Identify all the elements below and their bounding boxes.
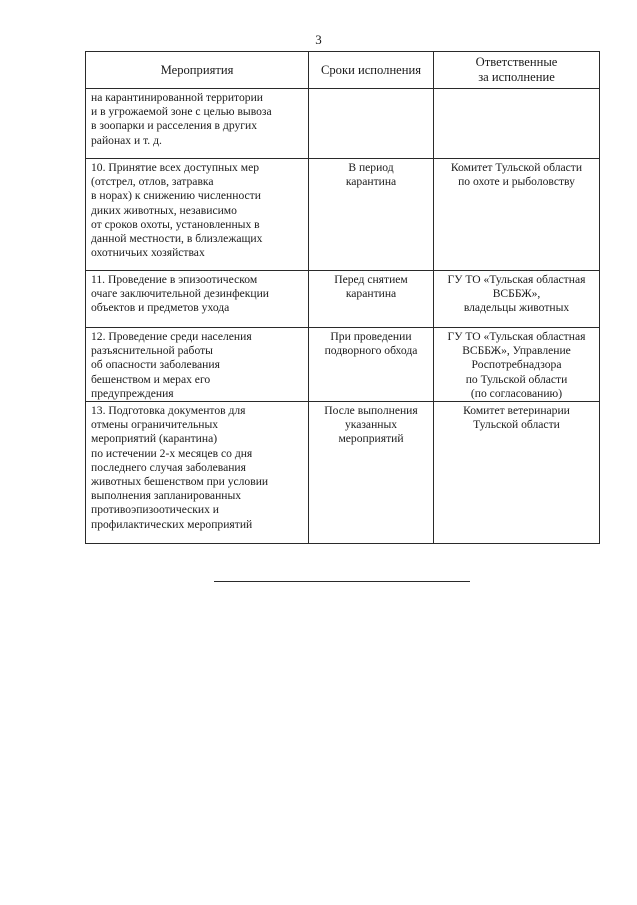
measure-cell-line: профилактических мероприятий [91,517,253,531]
deadline-cell-line: В период [348,161,394,174]
measure-cell-line: охотничьих хозяйствах [91,246,205,260]
measure-cell-line: животных бешенством при условии [91,475,269,489]
responsible-cell [434,159,600,271]
measure-cell-line: (отстрел, отлов, затравка [91,175,214,189]
deadline-cell [309,402,434,544]
measure-cell-line: противоэпизоотических и [91,503,220,517]
deadline-cell [309,271,434,328]
deadline-cell-line: При проведении [330,330,412,343]
deadline-cell-line: После выполнения [324,404,418,418]
table-row [86,89,600,159]
deadline-cell [309,89,434,159]
deadline-cell-line: подворного обхода [324,344,418,358]
measure-cell [86,89,309,159]
measure-cell-line: выполнения запланированных [91,489,242,503]
responsible-cell-line: Комитет Тульской области [450,161,583,174]
header-responsible-line: Ответственные [475,55,558,69]
responsible-cell-line: Роспотребнадзора [471,358,562,372]
measure-cell-line: бешенством и мерах его [91,372,211,386]
measure-cell-line: в норах) к снижению численности [91,189,261,203]
measure-cell-line: очаге заключительной дезинфекции [91,287,269,301]
responsible-cell-line: ГУ ТО «Тульская областная [447,273,586,286]
measure-cell-line: диких животных, независимо [91,203,237,217]
deadline-cell [309,328,434,402]
deadline-cell-line: карантина [345,287,397,301]
responsible-cell [434,89,600,159]
measure-cell [86,402,309,544]
table-header-row [86,52,600,89]
table-row [86,271,600,328]
table-row [86,402,600,544]
deadline-cell [309,159,434,271]
header-deadline: Сроки исполнения [309,52,434,89]
measure-cell-line: в зоопарки и расселения в других [91,119,258,133]
header-responsible [434,52,600,89]
measure-cell-line: 12. Проведение среди населения [91,330,252,343]
responsible-cell-line: ВСББЖ», [492,287,541,301]
measure-cell-line: последнего случая заболевания [91,460,246,474]
measure-cell-line: объектов и предметов ухода [91,301,230,315]
responsible-cell-line: ГУ ТО «Тульская областная [447,330,586,343]
responsible-cell-line: Тульской области [473,418,560,432]
measure-cell-line: на карантинированной территории [91,91,263,104]
responsible-cell [434,402,600,544]
measure-cell-line: и в угрожаемой зоне с целью вывоза [91,105,272,119]
measure-cell-line: 11. Проведение в эпизоотическом [91,273,258,286]
deadline-cell-line: карантина [345,175,397,189]
deadline-cell-line: указанных [344,418,398,432]
header-responsible-line: за исполнение [478,70,555,84]
responsible-cell-line: владельцы животных [463,301,570,315]
deadline-cell-line: мероприятий [338,432,404,446]
deadline-cell-line: Перед снятием [334,273,408,286]
measure-cell [86,271,309,328]
responsible-cell [434,328,600,402]
responsible-cell-line: (по согласованию) [470,386,563,400]
responsible-cell-line: Комитет ветеринарии [463,404,570,418]
measure-cell-line: отмены ограничительных [91,418,219,432]
measure-cell-line: по истечении 2-х месяцев со дня [91,446,253,460]
header-measures: Мероприятия [86,52,309,89]
measure-cell-line: районах и т. д. [91,133,162,147]
measure-cell-line: мероприятий (карантина) [91,432,218,446]
measure-cell-line: от сроков охоты, установленных в [91,217,260,231]
table-row [86,159,600,271]
responsible-cell-line: ВСББЖ», Управление [462,344,571,358]
responsible-cell [434,271,600,328]
measure-cell-line: 10. Принятие всех доступных мер [91,161,260,174]
responsible-cell-line: по охоте и рыболовству [458,175,575,189]
measure-cell-line: разъяснительной работы [91,344,213,358]
measure-cell-line: об опасности заболевания [91,358,220,372]
responsible-cell-line: по Тульской области [465,372,568,386]
measures-table [85,51,600,544]
measure-cell-line: данной местности, в близлежащих [91,232,263,246]
measure-cell [86,159,309,271]
measure-cell-line: 13. Подготовка документов для [91,404,246,418]
measure-cell [86,328,309,402]
page-number: 3 [315,32,322,47]
table-row [86,328,600,402]
measure-cell-line: предупреждения [91,386,174,400]
end-of-document-rule [214,581,470,582]
